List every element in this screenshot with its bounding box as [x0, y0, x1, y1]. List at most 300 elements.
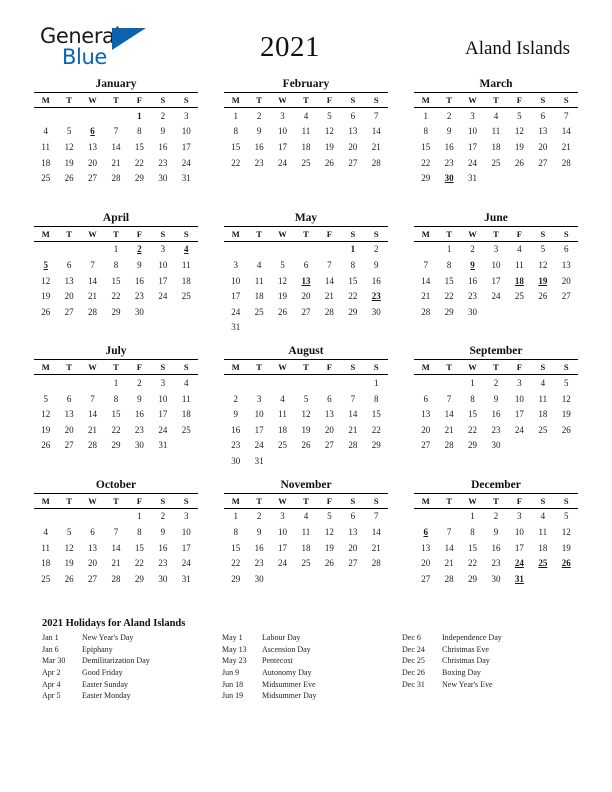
- day-cell-holiday[interactable]: 9: [470, 259, 475, 270]
- day-cell[interactable]: 24: [158, 424, 168, 435]
- day-cell[interactable]: 18: [491, 141, 501, 152]
- day-cell[interactable]: 17: [468, 141, 478, 152]
- day-cell[interactable]: 4: [280, 393, 285, 404]
- day-cell[interactable]: 17: [254, 424, 264, 435]
- day-cell[interactable]: 10: [158, 393, 168, 404]
- day-cell[interactable]: 24: [181, 157, 191, 168]
- day-cell[interactable]: 9: [446, 126, 452, 137]
- day-cell[interactable]: 4: [43, 126, 48, 137]
- day-cell[interactable]: 17: [514, 542, 524, 553]
- day-cell[interactable]: 12: [538, 259, 548, 270]
- day-cell[interactable]: 26: [41, 306, 51, 317]
- day-cell[interactable]: 2: [160, 511, 166, 522]
- day-cell[interactable]: 11: [301, 527, 311, 538]
- day-cell[interactable]: 4: [184, 377, 189, 388]
- day-cell[interactable]: 4: [517, 244, 522, 255]
- day-cell-holiday[interactable]: 25: [538, 558, 548, 569]
- day-cell[interactable]: 8: [233, 527, 238, 538]
- day-cell[interactable]: 22: [348, 291, 358, 302]
- day-cell[interactable]: 29: [231, 573, 241, 584]
- day-cell[interactable]: 10: [278, 126, 288, 137]
- day-cell[interactable]: 2: [493, 511, 499, 522]
- day-cell[interactable]: 11: [254, 275, 264, 286]
- day-cell[interactable]: 27: [64, 440, 74, 451]
- day-cell[interactable]: 4: [43, 527, 48, 538]
- day-cell[interactable]: 1: [423, 110, 428, 121]
- day-cell[interactable]: 6: [350, 110, 356, 121]
- day-cell[interactable]: 11: [538, 527, 548, 538]
- day-cell[interactable]: 3: [184, 511, 189, 522]
- day-cell[interactable]: 16: [231, 424, 241, 435]
- day-cell[interactable]: 6: [90, 527, 95, 538]
- day-cell[interactable]: 30: [254, 573, 264, 584]
- day-cell[interactable]: 5: [540, 244, 546, 255]
- day-cell[interactable]: 27: [301, 306, 311, 317]
- day-cell[interactable]: 4: [303, 511, 309, 522]
- day-cell[interactable]: 13: [561, 259, 571, 270]
- day-cell[interactable]: 19: [301, 424, 311, 435]
- day-cell[interactable]: 26: [324, 157, 334, 168]
- day-cell[interactable]: 8: [350, 259, 356, 270]
- day-cell-holiday[interactable]: 26: [561, 558, 571, 569]
- day-cell[interactable]: 29: [468, 573, 478, 584]
- day-cell[interactable]: 5: [327, 511, 332, 522]
- day-cell[interactable]: 26: [561, 424, 571, 435]
- day-cell[interactable]: 4: [493, 110, 499, 121]
- day-cell[interactable]: 9: [137, 259, 142, 270]
- day-cell[interactable]: 16: [134, 409, 144, 420]
- day-cell[interactable]: 16: [158, 141, 168, 152]
- day-cell[interactable]: 6: [564, 244, 569, 255]
- day-cell[interactable]: 1: [113, 244, 119, 255]
- day-cell[interactable]: 19: [41, 291, 51, 302]
- day-cell[interactable]: 20: [421, 424, 431, 435]
- day-cell[interactable]: 2: [233, 393, 238, 404]
- day-cell[interactable]: 8: [113, 393, 119, 404]
- day-cell[interactable]: 6: [327, 393, 332, 404]
- day-cell[interactable]: 20: [324, 424, 334, 435]
- day-cell[interactable]: 30: [491, 440, 501, 451]
- day-cell[interactable]: 10: [181, 126, 191, 137]
- day-cell[interactable]: 4: [540, 377, 546, 388]
- day-cell[interactable]: 6: [540, 110, 546, 121]
- day-cell[interactable]: 22: [111, 424, 121, 435]
- day-cell[interactable]: 20: [538, 141, 548, 152]
- day-cell[interactable]: 12: [64, 141, 74, 152]
- day-cell[interactable]: 20: [421, 558, 431, 569]
- day-cell[interactable]: 5: [66, 527, 72, 538]
- day-cell[interactable]: 25: [278, 440, 288, 451]
- day-cell[interactable]: 14: [444, 409, 454, 420]
- day-cell[interactable]: 21: [444, 424, 454, 435]
- day-cell[interactable]: 10: [468, 126, 478, 137]
- day-cell-holiday[interactable]: 31: [514, 573, 524, 584]
- day-cell[interactable]: 2: [446, 110, 452, 121]
- day-cell[interactable]: 16: [468, 275, 478, 286]
- day-cell[interactable]: 16: [491, 409, 501, 420]
- day-cell[interactable]: 1: [470, 511, 475, 522]
- day-cell[interactable]: 30: [468, 306, 478, 317]
- day-cell[interactable]: 17: [514, 409, 524, 420]
- day-cell[interactable]: 19: [278, 291, 288, 302]
- day-cell[interactable]: 31: [158, 440, 168, 451]
- day-cell[interactable]: 14: [444, 542, 454, 553]
- day-cell[interactable]: 7: [327, 259, 332, 270]
- day-cell[interactable]: 3: [160, 244, 166, 255]
- day-cell[interactable]: 5: [43, 393, 48, 404]
- day-cell[interactable]: 26: [64, 573, 74, 584]
- day-cell[interactable]: 28: [111, 573, 121, 584]
- day-cell[interactable]: 21: [444, 558, 454, 569]
- day-cell[interactable]: 7: [446, 527, 452, 538]
- day-cell[interactable]: 4: [256, 259, 262, 270]
- day-cell[interactable]: 7: [374, 511, 379, 522]
- day-cell[interactable]: 14: [88, 275, 98, 286]
- day-cell-holiday[interactable]: 18: [514, 275, 524, 286]
- day-cell[interactable]: 1: [470, 377, 475, 388]
- day-cell[interactable]: 28: [371, 157, 381, 168]
- day-cell[interactable]: 3: [517, 377, 522, 388]
- day-cell-holiday[interactable]: 30: [444, 173, 454, 184]
- day-cell[interactable]: 13: [348, 527, 358, 538]
- day-cell[interactable]: 4: [303, 110, 309, 121]
- day-cell[interactable]: 24: [278, 558, 288, 569]
- day-cell[interactable]: 16: [134, 275, 144, 286]
- day-cell[interactable]: 29: [111, 440, 121, 451]
- day-cell[interactable]: 11: [538, 393, 548, 404]
- day-cell-holiday[interactable]: 24: [514, 558, 524, 569]
- day-cell[interactable]: 10: [158, 259, 168, 270]
- day-cell[interactable]: 22: [111, 291, 121, 302]
- day-cell[interactable]: 21: [348, 424, 358, 435]
- day-cell[interactable]: 14: [348, 409, 358, 420]
- day-cell[interactable]: 28: [111, 173, 121, 184]
- day-cell[interactable]: 19: [561, 409, 571, 420]
- day-cell[interactable]: 9: [374, 259, 379, 270]
- day-cell[interactable]: 29: [444, 306, 454, 317]
- day-cell[interactable]: 8: [470, 393, 475, 404]
- day-cell[interactable]: 15: [468, 409, 478, 420]
- day-cell[interactable]: 14: [324, 275, 334, 286]
- day-cell[interactable]: 15: [134, 141, 144, 152]
- day-cell[interactable]: 7: [350, 393, 356, 404]
- day-cell[interactable]: 10: [491, 259, 501, 270]
- day-cell[interactable]: 6: [350, 511, 356, 522]
- day-cell[interactable]: 31: [231, 322, 241, 333]
- day-cell[interactable]: 20: [561, 275, 571, 286]
- day-cell[interactable]: 14: [88, 409, 98, 420]
- day-cell[interactable]: 9: [493, 393, 499, 404]
- day-cell[interactable]: 18: [41, 558, 51, 569]
- day-cell[interactable]: 29: [134, 573, 144, 584]
- day-cell[interactable]: 17: [181, 141, 191, 152]
- day-cell[interactable]: 23: [491, 424, 501, 435]
- day-cell[interactable]: 31: [181, 573, 191, 584]
- day-cell[interactable]: 1: [233, 511, 238, 522]
- day-cell[interactable]: 19: [324, 141, 334, 152]
- day-cell[interactable]: 18: [181, 275, 191, 286]
- day-cell[interactable]: 15: [134, 542, 144, 553]
- day-cell[interactable]: 14: [111, 542, 121, 553]
- day-cell[interactable]: 22: [468, 424, 478, 435]
- day-cell[interactable]: 24: [254, 440, 264, 451]
- day-cell[interactable]: 29: [134, 173, 144, 184]
- day-cell[interactable]: 13: [88, 542, 98, 553]
- day-cell-holiday[interactable]: 4: [184, 244, 189, 255]
- day-cell[interactable]: 27: [421, 440, 431, 451]
- day-cell[interactable]: 24: [468, 157, 478, 168]
- day-cell[interactable]: 11: [181, 259, 191, 270]
- day-cell[interactable]: 28: [348, 440, 358, 451]
- day-cell[interactable]: 14: [371, 126, 381, 137]
- day-cell[interactable]: 15: [231, 141, 241, 152]
- day-cell[interactable]: 15: [348, 275, 358, 286]
- day-cell[interactable]: 18: [254, 291, 264, 302]
- day-cell[interactable]: 12: [64, 542, 74, 553]
- day-cell[interactable]: 8: [374, 393, 379, 404]
- day-cell[interactable]: 24: [181, 558, 191, 569]
- day-cell[interactable]: 23: [158, 157, 168, 168]
- day-cell[interactable]: 15: [111, 409, 121, 420]
- day-cell[interactable]: 6: [66, 393, 72, 404]
- day-cell[interactable]: 9: [160, 527, 166, 538]
- day-cell[interactable]: 16: [158, 542, 168, 553]
- day-cell[interactable]: 20: [88, 157, 98, 168]
- day-cell[interactable]: 3: [233, 259, 238, 270]
- day-cell[interactable]: 15: [421, 141, 431, 152]
- day-cell[interactable]: 7: [423, 259, 428, 270]
- day-cell[interactable]: 20: [64, 424, 74, 435]
- day-cell[interactable]: 14: [421, 275, 431, 286]
- day-cell[interactable]: 26: [41, 440, 51, 451]
- day-cell[interactable]: 26: [324, 558, 334, 569]
- day-cell[interactable]: 23: [134, 424, 144, 435]
- day-cell[interactable]: 19: [324, 542, 334, 553]
- day-cell[interactable]: 20: [348, 542, 358, 553]
- day-cell[interactable]: 9: [137, 393, 142, 404]
- day-cell[interactable]: 21: [421, 291, 431, 302]
- day-cell[interactable]: 23: [491, 558, 501, 569]
- day-cell[interactable]: 24: [158, 291, 168, 302]
- day-cell[interactable]: 3: [184, 110, 189, 121]
- day-cell[interactable]: 14: [561, 126, 571, 137]
- day-cell[interactable]: 2: [493, 377, 499, 388]
- day-cell[interactable]: 23: [444, 157, 454, 168]
- day-cell[interactable]: 25: [301, 157, 311, 168]
- day-cell[interactable]: 8: [470, 527, 475, 538]
- day-cell-holiday[interactable]: 6: [423, 527, 428, 538]
- day-cell[interactable]: 4: [540, 511, 546, 522]
- day-cell[interactable]: 14: [111, 141, 121, 152]
- day-cell[interactable]: 12: [301, 409, 311, 420]
- generalblue-logo[interactable]: [40, 23, 220, 69]
- day-cell[interactable]: 20: [348, 141, 358, 152]
- day-cell[interactable]: 6: [423, 393, 428, 404]
- day-cell[interactable]: 2: [256, 511, 262, 522]
- day-cell-holiday[interactable]: 19: [538, 275, 548, 286]
- day-cell[interactable]: 31: [254, 455, 264, 466]
- day-cell[interactable]: 17: [158, 275, 168, 286]
- day-cell[interactable]: 3: [280, 110, 285, 121]
- day-cell[interactable]: 15: [111, 275, 121, 286]
- day-cell-holiday[interactable]: 1: [137, 110, 142, 121]
- day-cell[interactable]: 25: [514, 291, 524, 302]
- day-cell[interactable]: 26: [301, 440, 311, 451]
- day-cell[interactable]: 17: [181, 542, 191, 553]
- day-cell[interactable]: 21: [371, 542, 381, 553]
- day-cell[interactable]: 31: [468, 173, 478, 184]
- day-cell[interactable]: 21: [111, 558, 121, 569]
- day-cell[interactable]: 25: [301, 558, 311, 569]
- day-cell[interactable]: 28: [88, 306, 98, 317]
- day-cell[interactable]: 11: [515, 259, 524, 270]
- day-cell[interactable]: 20: [64, 291, 74, 302]
- day-cell[interactable]: 21: [561, 141, 571, 152]
- day-cell-holiday[interactable]: 5: [43, 259, 48, 270]
- day-cell[interactable]: 28: [561, 157, 571, 168]
- day-cell[interactable]: 7: [90, 259, 95, 270]
- day-cell[interactable]: 10: [231, 275, 241, 286]
- day-cell-holiday[interactable]: 6: [90, 126, 95, 137]
- day-cell[interactable]: 20: [88, 558, 98, 569]
- day-cell[interactable]: 10: [278, 527, 288, 538]
- day-cell[interactable]: 27: [561, 291, 571, 302]
- day-cell[interactable]: 2: [137, 377, 142, 388]
- day-cell-holiday[interactable]: 1: [350, 244, 356, 255]
- day-cell[interactable]: 24: [491, 291, 501, 302]
- day-cell[interactable]: 12: [41, 409, 51, 420]
- day-cell[interactable]: 12: [41, 275, 51, 286]
- day-cell[interactable]: 23: [468, 291, 478, 302]
- day-cell[interactable]: 11: [41, 141, 51, 152]
- day-cell[interactable]: 15: [231, 542, 241, 553]
- day-cell[interactable]: 12: [561, 527, 571, 538]
- day-cell[interactable]: 26: [538, 291, 548, 302]
- day-cell[interactable]: 19: [514, 141, 524, 152]
- day-cell[interactable]: 5: [66, 126, 72, 137]
- day-cell[interactable]: 7: [113, 126, 119, 137]
- day-cell[interactable]: 28: [421, 306, 431, 317]
- day-cell[interactable]: 29: [371, 440, 381, 451]
- day-cell[interactable]: 11: [181, 393, 191, 404]
- day-cell[interactable]: 13: [421, 542, 431, 553]
- day-cell-holiday[interactable]: 23: [371, 291, 381, 302]
- day-cell[interactable]: 21: [88, 424, 98, 435]
- day-cell[interactable]: 7: [446, 393, 452, 404]
- day-cell[interactable]: 11: [301, 126, 311, 137]
- day-cell[interactable]: 8: [446, 259, 452, 270]
- day-cell[interactable]: 9: [160, 126, 166, 137]
- day-cell[interactable]: 27: [421, 573, 431, 584]
- day-cell[interactable]: 9: [233, 409, 238, 420]
- day-cell[interactable]: 3: [517, 511, 522, 522]
- day-cell[interactable]: 25: [41, 573, 51, 584]
- day-cell[interactable]: 30: [158, 173, 168, 184]
- day-cell[interactable]: 5: [564, 511, 569, 522]
- day-cell[interactable]: 9: [256, 527, 262, 538]
- day-cell[interactable]: 27: [88, 173, 98, 184]
- day-cell[interactable]: 13: [88, 141, 98, 152]
- day-cell[interactable]: 10: [254, 409, 264, 420]
- day-cell[interactable]: 17: [231, 291, 241, 302]
- day-cell[interactable]: 23: [134, 291, 144, 302]
- day-cell[interactable]: 22: [231, 558, 241, 569]
- day-cell[interactable]: 1: [374, 377, 379, 388]
- day-cell[interactable]: 15: [371, 409, 381, 420]
- day-cell[interactable]: 8: [233, 126, 238, 137]
- day-cell[interactable]: 27: [348, 558, 358, 569]
- day-cell[interactable]: 15: [468, 542, 478, 553]
- day-cell[interactable]: 25: [181, 291, 191, 302]
- day-cell[interactable]: 9: [493, 527, 499, 538]
- day-cell[interactable]: 17: [491, 275, 501, 286]
- day-cell[interactable]: 12: [278, 275, 288, 286]
- day-cell[interactable]: 22: [231, 157, 241, 168]
- day-cell[interactable]: 16: [444, 141, 454, 152]
- day-cell[interactable]: 1: [233, 110, 238, 121]
- day-cell[interactable]: 21: [324, 291, 334, 302]
- day-cell[interactable]: 11: [278, 409, 287, 420]
- day-cell[interactable]: 5: [280, 259, 285, 270]
- day-cell[interactable]: 1: [137, 511, 142, 522]
- day-cell[interactable]: 1: [446, 244, 452, 255]
- day-cell[interactable]: 25: [538, 424, 548, 435]
- day-cell[interactable]: 21: [111, 157, 121, 168]
- day-cell[interactable]: 23: [158, 558, 168, 569]
- day-cell[interactable]: 3: [256, 393, 262, 404]
- day-cell[interactable]: 28: [88, 440, 98, 451]
- day-cell[interactable]: 18: [41, 157, 51, 168]
- day-cell[interactable]: 27: [88, 573, 98, 584]
- day-cell[interactable]: 24: [278, 157, 288, 168]
- day-cell[interactable]: 20: [301, 291, 311, 302]
- day-cell[interactable]: 13: [64, 409, 74, 420]
- day-cell[interactable]: 31: [181, 173, 191, 184]
- day-cell[interactable]: 28: [324, 306, 334, 317]
- day-cell[interactable]: 10: [514, 527, 524, 538]
- day-cell[interactable]: 19: [64, 558, 74, 569]
- day-cell[interactable]: 18: [538, 409, 548, 420]
- day-cell[interactable]: 1: [113, 377, 119, 388]
- day-cell[interactable]: 23: [254, 558, 264, 569]
- day-cell[interactable]: 8: [137, 126, 142, 137]
- day-cell[interactable]: 22: [468, 558, 478, 569]
- day-cell[interactable]: 27: [348, 157, 358, 168]
- day-cell[interactable]: 10: [181, 527, 191, 538]
- day-cell[interactable]: 18: [301, 542, 311, 553]
- day-cell[interactable]: 17: [278, 542, 288, 553]
- day-cell[interactable]: 13: [324, 409, 334, 420]
- day-cell[interactable]: 10: [514, 393, 524, 404]
- day-cell[interactable]: 21: [88, 291, 98, 302]
- day-cell[interactable]: 30: [371, 306, 381, 317]
- day-cell[interactable]: 18: [538, 542, 548, 553]
- day-cell[interactable]: 28: [444, 573, 454, 584]
- day-cell[interactable]: 22: [371, 424, 381, 435]
- day-cell[interactable]: 16: [491, 542, 501, 553]
- day-cell[interactable]: 5: [564, 377, 569, 388]
- day-cell[interactable]: 2: [256, 110, 262, 121]
- day-cell[interactable]: 2: [160, 110, 166, 121]
- day-cell[interactable]: 24: [231, 306, 241, 317]
- day-cell[interactable]: 17: [158, 409, 168, 420]
- day-cell[interactable]: 22: [421, 157, 431, 168]
- day-cell[interactable]: 14: [371, 527, 381, 538]
- day-cell[interactable]: 29: [421, 173, 431, 184]
- day-cell[interactable]: 16: [371, 275, 381, 286]
- day-cell[interactable]: 30: [158, 573, 168, 584]
- day-cell[interactable]: 5: [303, 393, 309, 404]
